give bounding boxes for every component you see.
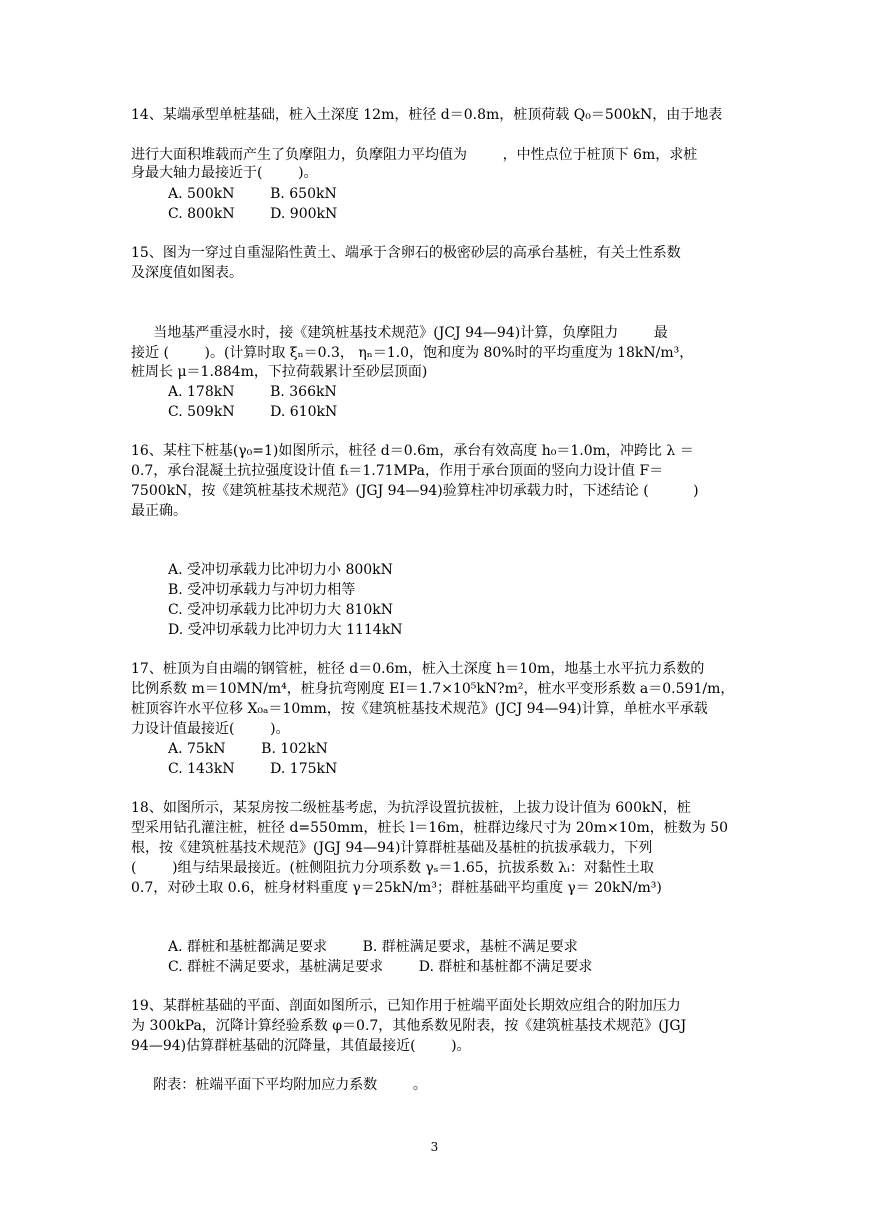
q17-line-4: 力设计值最接近( )。 (131, 721, 290, 737)
q15-line-1: 15、图为一穿过自重湿陷性黄土、端承于含卵石的极密砂层的高承台基桩，有关土性系数 (131, 245, 681, 261)
q15-line-2: 及深度值如图表。 (131, 265, 243, 281)
q18-line-1: 18、如图所示，某泵房按二级桩基考虑，为抗浮设置抗拔桩，上拔力设计值为 600kN，桩 (131, 800, 691, 816)
q15-line-5: 桩周长 μ＝1.884m，下拉荷载累计至砂层顶面) (131, 364, 428, 380)
q17-options-2: C. 143kN D. 175kN (168, 761, 338, 777)
q17-line-1: 17、桩顶为自由端的钢管桩，桩径 d＝0.6m，桩入土深度 h＝10m，地基土水平抗力系数的 (131, 661, 705, 677)
q17-options-1: A. 75kN B. 102kN (168, 741, 328, 757)
q18-line-4: ( )组与结果最接近。(桩侧阻抗力分项系数 γₛ＝1.65，抗拔系数 λᵢ：对黏性土取 (131, 860, 654, 876)
q15-line-4: 接近 ( )。(计算时取 ξₙ＝0.3， ηₙ＝1.0，饱和度为 80%时的平均重度为 18kN/m³， (131, 345, 694, 361)
q18-options-2: C. 群桩不满足要求，基桩满足要求 D. 群桩和基桩都不满足要求 (168, 959, 593, 975)
q16-line-1: 16、某柱下桩基(γ₀=1)如图所示，桩径 d＝0.6m，承台有效高度 h₀＝1.0m，冲跨比 λ ＝ (131, 443, 694, 459)
q17-line-3: 桩顶容许水平位移 X₀ₐ＝10mm，按《建筑桩基技术规范》(JCJ 94—94)计算，单桩水平承载 (131, 701, 708, 717)
q16-line-2: 0.7，承台混凝土抗拉强度设计值 fₜ＝1.71MPa，作用于承台顶面的竖向力设计值 F＝ (131, 463, 664, 479)
q16-option-d: D. 受冲切承载力比冲切力大 1114kN (168, 622, 403, 638)
q19-line-3: 94—94)估算群桩基础的沉降量，其值最接近( )。 (131, 1038, 471, 1054)
q14-options-2: C. 800kN D. 900kN (168, 206, 338, 222)
q18-line-5: 0.7，对砂土取 0.6，桩身材料重度 γ＝25kN/m³；群桩基础平均重度 γ＝ 20kN/m³) (131, 880, 662, 896)
q19-line-2: 为 300kPa，沉降计算经验系数 φ＝0.7，其他系数见附表，按《建筑桩基技术规范》(JGJ (131, 1018, 687, 1034)
q18-line-3: 根，按《建筑桩基技术规范》(JGJ 94—94)计算群桩基础及基桩的抗拔承载力，下列 (131, 840, 653, 856)
q18-line-2: 型采用钻孔灌注桩，桩径 d=550mm，桩长 l＝16m，桩群边缘尺寸为 20m×10m，桩数为 50 (131, 820, 729, 836)
q19-line-1: 19、某群桩基础的平面、剖面如图所示，已知作用于桩端平面处长期效应组合的附加压力 (131, 998, 681, 1014)
q14-line-1: 14、某端承型单桩基础，桩入土深度 12m，桩径 d＝0.8m，桩顶荷载 Q₀＝500kN，由于地表 (131, 107, 723, 123)
q17-line-2: 比例系数 m＝10MN/m⁴，桩身抗弯刚度 EI＝1.7×10⁵kN?m²，桩水平变形系数 a＝0.591/m， (131, 681, 735, 697)
q14-line-2: 进行大面积堆载而产生了负摩阻力，负摩阻力平均值为 ，中性点位于桩顶下 6m，求桩 (131, 147, 698, 163)
page-number: 3 (430, 1140, 439, 1154)
q19-line-4: 附表：桩端平面下平均附加应力系数 。 (131, 1077, 427, 1093)
q15-options-2: C. 509kN D. 610kN (168, 404, 338, 420)
q15-line-3: 当地基严重浸水时，接《建筑桩基技术规范》(JCJ 94—94)计算，负摩阻力 最 (131, 325, 668, 341)
q16-option-c: C. 受冲切承载力比冲切力大 810kN (168, 602, 394, 618)
q15-options-1: A. 178kN B. 366kN (168, 384, 337, 400)
q16-option-b: B. 受冲切承载力与冲切力相等 (168, 582, 356, 598)
q16-option-a: A. 受冲切承载力比冲切力小 800kN (168, 562, 393, 578)
q18-options-1: A. 群桩和基桩都满足要求 B. 群桩满足要求，基桩不满足要求 (168, 939, 578, 955)
q14-options-1: A. 500kN B. 650kN (168, 186, 337, 202)
q14-line-3: 身最大轴力最接近于( )。 (131, 165, 318, 181)
q16-line-4: 最正确。 (131, 503, 187, 519)
q16-line-3: 7500kN，按《建筑桩基技术规范》(JGJ 94—94)验算柱冲切承载力时，下述结论 ( ) (131, 483, 699, 499)
